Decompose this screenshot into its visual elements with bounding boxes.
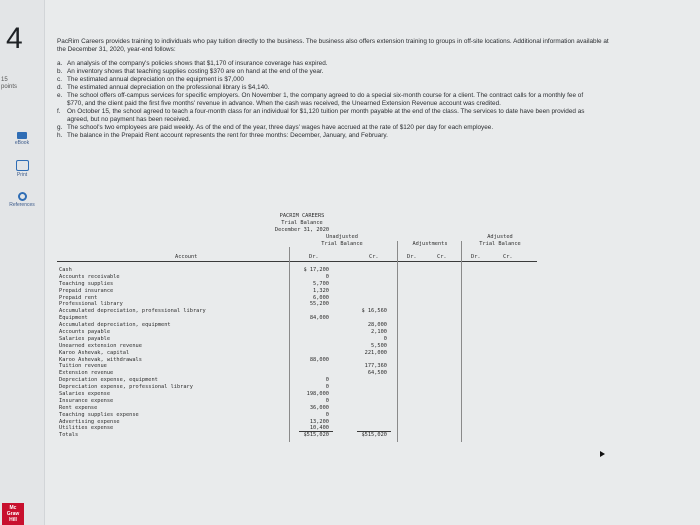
mouse-pointer-icon [600, 451, 605, 457]
adjustments-header: Adjustments [412, 241, 448, 247]
print-icon [16, 160, 29, 171]
question-content [57, 38, 677, 140]
list-item: f. On October 15, the school agreed to teach a four-month class for an individual for $1,120 tuition per month payable at the end of the class. The services to date have been provided as agreed, but no payment has been received. [57, 108, 585, 123]
question-number: 4 [6, 22, 23, 55]
book-icon [17, 132, 27, 139]
unadj-dr-header: Dr. [309, 254, 319, 260]
column-divider [397, 241, 398, 442]
adj-cr-header: Cr. [437, 254, 447, 260]
points-label: 15 points [1, 77, 18, 90]
list-item: e. The school offers off-campus services for specific employers. On November 1, the company agreed to do a special six-month course for a client. The contract calls for a monthly fee of $770, and the client paid the first five months' revenue in advance. When the cash was received, the Unearned Extension Revenue account was credited. [57, 92, 584, 107]
list-item: b. An inventory shows that teaching supplies costing $370 are on hand at the end of the year. [57, 68, 324, 76]
adjtb-cr-header: Cr. [503, 254, 513, 260]
adjtb-dr-header: Dr. [471, 254, 481, 260]
references-button[interactable]: References [8, 192, 36, 208]
list-item: d. The estimated annual depreciation on the professional library is $4,140. [57, 84, 270, 92]
list-item: h. The balance in the Prepaid Rent account represents the rent for three months: December, January, and February. [57, 131, 388, 139]
adjusted-header: Adjusted Trial Balance [479, 234, 521, 247]
adj-dr-header: Dr. [407, 254, 417, 260]
total-rule [357, 431, 391, 432]
problem-intro: PacRim Careers provides training to individuals who pay tuition directly to the business. The business also offers extension training to groups in off-site locations. Additional information available at the December 31, 2020, year-end follows: [57, 38, 609, 53]
left-sidebar [0, 0, 45, 525]
print-button[interactable]: Print [8, 160, 36, 178]
column-divider [461, 241, 462, 442]
unadjusted-header: Unadjusted Trial Balance [321, 234, 363, 247]
ebook-button[interactable]: eBook [8, 132, 36, 146]
header-rule [57, 261, 537, 262]
unadj-cr-header: Cr. [369, 254, 379, 260]
references-icon [18, 192, 27, 201]
adjustment-items [57, 60, 677, 139]
total-rule [299, 431, 333, 432]
mcgraw-hill-logo: Mc Graw Hill [2, 503, 24, 525]
list-item: c. The estimated annual depreciation on the equipment is $7,000 [57, 76, 244, 84]
list-item: g. The school's two employees are paid weekly. As of the end of the year, three days' wages have accrued at the rate of $120 per day for each employee. [57, 123, 494, 131]
list-item: a. An analysis of the company's policies shows that $1,170 of insurance coverage has expired. [57, 60, 328, 67]
account-header: Account [175, 254, 198, 260]
trial-balance-heading: PACRIM CAREERS Trial Balance December 31, 2020 [274, 213, 330, 233]
